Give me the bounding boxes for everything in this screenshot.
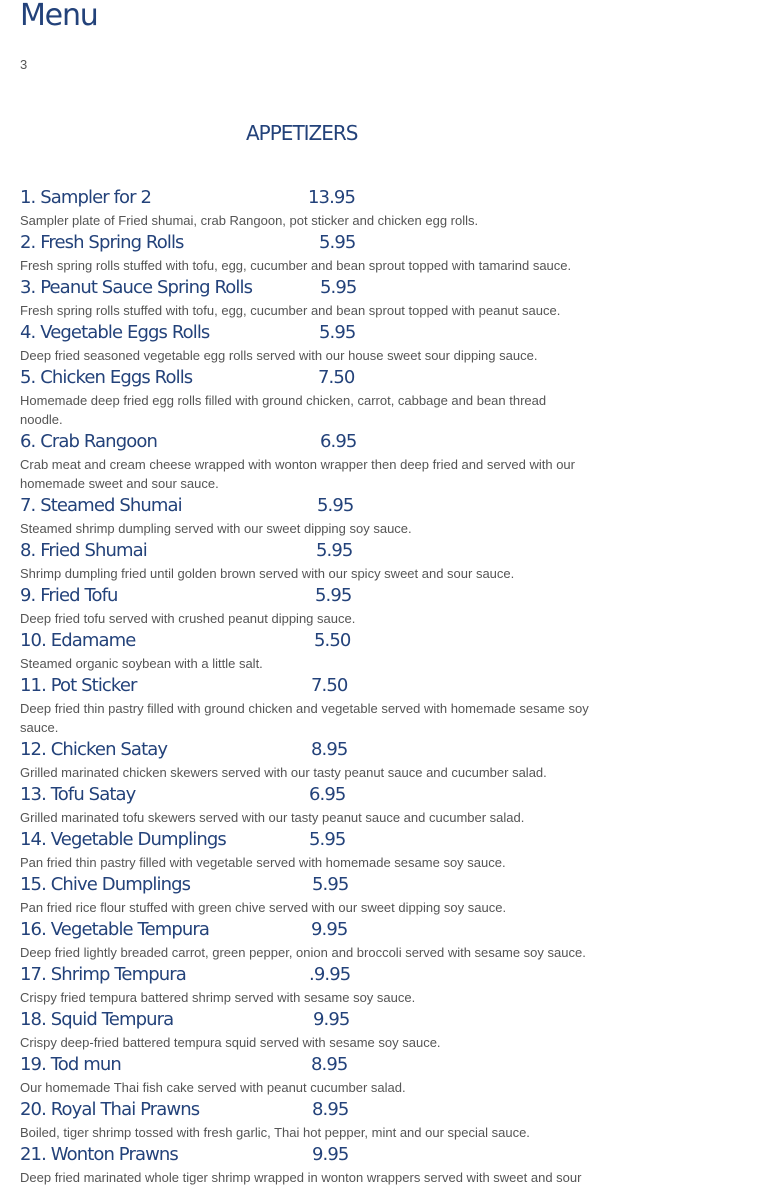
menu-item-price: 6.95 xyxy=(320,431,357,452)
menu-item-header xyxy=(20,782,600,808)
menu-item-header xyxy=(20,185,600,211)
page-number: 3 xyxy=(20,57,28,72)
menu-item-description: Deep fried thin pastry filled with ground chicken and vegetable served with homemade sesame soy sauce. xyxy=(20,701,589,735)
menu-item-description: Deep fried lightly breaded carrot, green pepper, onion and broccoli served with sesame soy sauce. xyxy=(20,945,586,960)
menu-item-price: 9.95 xyxy=(312,1144,349,1165)
menu-item xyxy=(20,583,600,628)
menu-item-name: 21. Wonton Prawns xyxy=(20,1144,178,1165)
menu-item-header xyxy=(20,737,600,763)
menu-item-name: 6. Crab Rangoon xyxy=(20,431,157,452)
menu-item-description: Our homemade Thai fish cake served with peanut cucumber salad. xyxy=(20,1080,406,1095)
menu-item xyxy=(20,917,600,962)
menu-item-header xyxy=(20,628,600,654)
menu-item-price: 5.95 xyxy=(319,232,356,253)
menu-item xyxy=(20,493,600,538)
menu-item-price: 5.50 xyxy=(314,630,351,651)
menu-item xyxy=(20,538,600,583)
menu-item-name: 12. Chicken Satay xyxy=(20,739,168,760)
menu-item-name: 5. Chicken Eggs Rolls xyxy=(20,367,193,388)
menu-item-description: Crab meat and cream cheese wrapped with wonton wrapper then deep fried and served with our homemade sweet and sour sauce. xyxy=(20,457,575,491)
menu-item-header xyxy=(20,429,600,455)
menu-item-description: Boiled, tiger shrimp tossed with fresh garlic, Thai hot pepper, mint and our special sauce. xyxy=(20,1125,530,1140)
menu-item-price: 5.95 xyxy=(309,829,346,850)
menu-item-header xyxy=(20,1097,600,1123)
menu-item-header xyxy=(20,1007,600,1033)
menu-item-description: Crispy deep-fried battered tempura squid served with sesame soy sauce. xyxy=(20,1035,441,1050)
menu-item xyxy=(20,673,600,737)
menu-item-header xyxy=(20,827,600,853)
menu-item xyxy=(20,1142,600,1187)
menu-item-price: 6.95 xyxy=(309,784,346,805)
menu-item xyxy=(20,827,600,872)
menu-item-description: Pan fried rice flour stuffed with green chive served with our sweet dipping soy sauce. xyxy=(20,900,507,915)
menu-item-name: 3. Peanut Sauce Spring Rolls xyxy=(20,277,253,298)
menu-item-header xyxy=(20,962,600,988)
menu-item-price: 5.95 xyxy=(320,277,357,298)
menu-item-name: 1. Sampler for 2 xyxy=(20,187,152,208)
menu-item-name: 17. Shrimp Tempura xyxy=(20,964,186,985)
menu-item xyxy=(20,782,600,827)
menu-item-list xyxy=(20,185,600,1187)
menu-item-description: Deep fried seasoned vegetable egg rolls served with our house sweet sour dipping sauce. xyxy=(20,348,538,363)
menu-item xyxy=(20,628,600,673)
menu-item-name: 2. Fresh Spring Rolls xyxy=(20,232,184,253)
menu-item-price: 7.50 xyxy=(318,367,355,388)
menu-item-price: 8.95 xyxy=(311,739,348,760)
menu-item-description: Shrimp dumpling fried until golden brown served with our spicy sweet and sour sauce. xyxy=(20,566,515,581)
menu-item xyxy=(20,365,600,429)
menu-item-header xyxy=(20,583,600,609)
menu-item-name: 19. Tod mun xyxy=(20,1054,121,1075)
page-title: Menu xyxy=(20,0,98,33)
menu-item-description: Grilled marinated tofu skewers served with our tasty peanut sauce and cucumber salad. xyxy=(20,810,525,825)
menu-item xyxy=(20,872,600,917)
menu-item xyxy=(20,962,600,1007)
menu-item-price: 5.95 xyxy=(312,874,349,895)
menu-item-header xyxy=(20,230,600,256)
menu-item-header xyxy=(20,275,600,301)
menu-item-price: 8.95 xyxy=(311,1054,348,1075)
menu-item xyxy=(20,1007,600,1052)
menu-item-header xyxy=(20,493,600,519)
menu-item-header xyxy=(20,365,600,391)
menu-item xyxy=(20,230,600,275)
menu-item-name: 20. Royal Thai Prawns xyxy=(20,1099,200,1120)
menu-item-description: Pan fried thin pastry filled with vegetable served with homemade sesame soy sauce. xyxy=(20,855,506,870)
menu-item-price: 5.95 xyxy=(319,322,356,343)
menu-item-header xyxy=(20,320,600,346)
menu-item-description: Deep fried tofu served with crushed peanut dipping sauce. xyxy=(20,611,356,626)
menu-item-header xyxy=(20,1052,600,1078)
menu-item-description: Sampler plate of Fried shumai, crab Rangoon, pot sticker and chicken egg rolls. xyxy=(20,213,479,228)
menu-item-price: .9.95 xyxy=(309,964,351,985)
menu-item-name: 15. Chive Dumplings xyxy=(20,874,191,895)
menu-item-description: Fresh spring rolls stuffed with tofu, egg, cucumber and bean sprout topped with tamarind sauce. xyxy=(20,258,572,273)
menu-item xyxy=(20,737,600,782)
menu-item-header xyxy=(20,1142,600,1168)
menu-item xyxy=(20,1052,600,1097)
menu-item-name: 13. Tofu Satay xyxy=(20,784,136,805)
menu-item-name: 8. Fried Shumai xyxy=(20,540,147,561)
menu-item-price: 13.95 xyxy=(308,187,356,208)
menu-item-name: 14. Vegetable Dumplings xyxy=(20,829,226,850)
menu-item-header xyxy=(20,872,600,898)
menu-item-price: 5.95 xyxy=(317,495,354,516)
menu-item xyxy=(20,185,600,230)
menu-item-description: Grilled marinated chicken skewers served with our tasty peanut sauce and cucumber salad. xyxy=(20,765,547,780)
menu-item-name: 10. Edamame xyxy=(20,630,136,651)
menu-item-price: 9.95 xyxy=(313,1009,350,1030)
menu-item xyxy=(20,320,600,365)
menu-item-name: 4. Vegetable Eggs Rolls xyxy=(20,322,210,343)
menu-item-name: 11. Pot Sticker xyxy=(20,675,137,696)
menu-item-header xyxy=(20,538,600,564)
menu-item-name: 7. Steamed Shumai xyxy=(20,495,182,516)
menu-item xyxy=(20,1097,600,1142)
menu-item-description: Steamed organic soybean with a little salt. xyxy=(20,656,263,671)
section-heading: APPETIZERS xyxy=(246,121,358,145)
menu-item-description: Steamed shrimp dumpling served with our sweet dipping soy sauce. xyxy=(20,521,412,536)
menu-item-price: 9.95 xyxy=(311,919,348,940)
menu-item-name: 16. Vegetable Tempura xyxy=(20,919,210,940)
menu-item-description: Deep fried marinated whole tiger shrimp wrapped in wonton wrappers served with sweet and sour xyxy=(20,1170,582,1185)
menu-item-price: 5.95 xyxy=(315,585,352,606)
menu-item-description: Crispy fried tempura battered shrimp served with sesame soy sauce. xyxy=(20,990,416,1005)
menu-item-price: 8.95 xyxy=(312,1099,349,1120)
menu-item-price: 5.95 xyxy=(316,540,353,561)
menu-item-price: 7.50 xyxy=(311,675,348,696)
menu-item-name: 9. Fried Tofu xyxy=(20,585,118,606)
menu-item xyxy=(20,429,600,493)
menu-item-name: 18. Squid Tempura xyxy=(20,1009,174,1030)
menu-item xyxy=(20,275,600,320)
menu-item-description: Fresh spring rolls stuffed with tofu, egg, cucumber and bean sprout topped with peanut sauce. xyxy=(20,303,561,318)
menu-item-header xyxy=(20,673,600,699)
menu-item-description: Homemade deep fried egg rolls filled with ground chicken, carrot, cabbage and bean thread noodle. xyxy=(20,393,547,427)
menu-item-header xyxy=(20,917,600,943)
